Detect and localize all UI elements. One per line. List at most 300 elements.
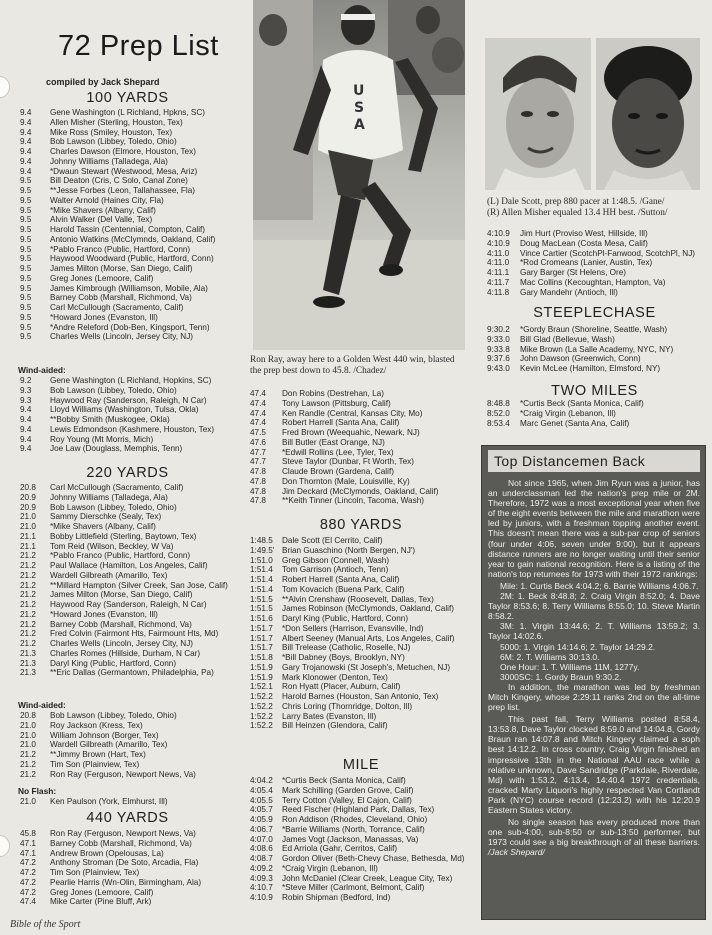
list-item	[20, 760, 248, 770]
athlete-entry: *Mike Shavers (Albany, Calif)	[50, 205, 156, 215]
heading-880-yards: 880 YARDS	[319, 517, 403, 533]
list-mile-cont	[487, 229, 709, 297]
list-item	[20, 264, 248, 274]
list-item	[20, 639, 248, 649]
event-label: One Hour:	[500, 661, 542, 672]
athlete-entry: Vince Cartier (ScotchPl-Fanwood, ScotchPl, NJ)	[520, 248, 696, 258]
athlete-entry: James Vogt (Jackson, Manassas, Va)	[282, 834, 419, 844]
mark-value: 9:43.0	[487, 364, 510, 373]
athlete-entry: Bob Lawson (Libbey, Toledo, Ohio)	[50, 137, 177, 147]
athlete-entry: *Curtis Beck (Santa Monica, Calif)	[520, 399, 644, 408]
athlete-entry: Gene Washington (L Richland, Hpkns, SC)	[50, 108, 206, 117]
list-item	[20, 888, 248, 898]
mark-value: 47.2	[20, 858, 36, 868]
athlete-entry: **Jimmy Brown (Hart, Tex)	[50, 750, 146, 759]
list-item	[20, 493, 248, 503]
athlete-entry: Greg Jones (Lemoore, Calif)	[50, 887, 154, 897]
mark-value: 9.3	[20, 395, 32, 405]
athlete-entry: **Bobby Smith (Muskogee, Okla)	[50, 415, 170, 424]
list-item	[20, 620, 248, 630]
mark-value: 9.4	[20, 434, 32, 444]
list-100-yards	[20, 108, 248, 342]
athlete-entry: Harold Tassin (Centennial, Compton, Calif)	[50, 225, 206, 234]
list-item	[20, 542, 248, 552]
list-item	[20, 839, 248, 849]
list-item	[250, 604, 482, 614]
list-item	[20, 128, 248, 138]
list-item	[20, 668, 248, 678]
athlete-entry: Bob Lawson (Libbey, Toledo, Ohio)	[50, 711, 177, 720]
mark-value: 9.4	[20, 444, 32, 454]
athlete-entry: Jim Hurt (Proviso West, Hillside, Ill)	[520, 229, 648, 238]
athlete-entry: Bill Butler (East Orange, NJ)	[282, 437, 385, 447]
mark-value: 4:10.7	[250, 883, 273, 893]
list-item	[250, 835, 482, 845]
athlete-entry: *Craig Virgin (Lebanon, Ill)	[282, 863, 378, 873]
athlete-entry: Barney Cobb (Marshall, Richmond, Va)	[50, 619, 192, 629]
mark-value: 47.1	[20, 838, 36, 848]
athlete-entry: Terry Cotton (Valley, El Cajon, Calif)	[282, 795, 412, 805]
mark-value: 8:52.0	[487, 408, 510, 418]
mark-value: 47.4	[250, 408, 266, 418]
list-100-yards-wind	[20, 376, 248, 454]
athlete-entry: Kevin McLee (Hamilton, Elmsford, NY)	[520, 364, 661, 373]
list-item	[487, 268, 709, 278]
list-item	[20, 897, 248, 907]
list-item	[250, 624, 482, 634]
wind-aided-label-220: Wind-aided:	[18, 700, 66, 710]
list-item	[20, 797, 248, 807]
svg-text:S: S	[354, 100, 365, 116]
event-rankings: 1. Virgin 13:44.6; 2. T. Williams 13:59.2; 3. Taylor 14:02.6.	[488, 621, 700, 642]
athlete-entry: Barney Cobb (Marshall, Richmond, Va)	[50, 838, 192, 848]
footer-text: Bible of the Sport	[10, 919, 81, 930]
mark-value: 47.4	[250, 398, 266, 408]
mark-value: 21.0	[20, 730, 36, 740]
mark-value: 21.1	[20, 531, 36, 541]
athlete-entry: Ron Addison (Rhodes, Cleveland, Ohio)	[282, 815, 428, 824]
list-item	[487, 345, 709, 355]
mark-value: 8:48.8	[487, 399, 510, 408]
mark-value: 1:51.7	[250, 633, 273, 643]
athlete-entry: Larry Bates (Evanston, Ill)	[282, 711, 377, 721]
list-two-miles	[487, 399, 709, 428]
list-item	[250, 477, 482, 487]
mark-value: 45.8	[20, 829, 36, 838]
athlete-entry: Charles Romes (Hillside, Durham, N Car)	[50, 648, 201, 658]
list-item	[20, 590, 248, 600]
event-label: 3000SC:	[500, 671, 536, 682]
list-item	[250, 786, 482, 796]
list-item	[487, 239, 709, 249]
mark-value: 21.2	[20, 600, 36, 609]
list-item	[250, 702, 482, 712]
athlete-entry: Andrew Brown (Opelousas, La)	[50, 848, 164, 858]
mark-value: 1:48.5	[250, 536, 273, 545]
mark-value: 9.4	[20, 424, 32, 434]
list-item	[487, 354, 709, 364]
list-item	[250, 546, 482, 556]
athlete-entry: Anthony Stroman (De Soto, Arcadia, Fla)	[50, 858, 199, 868]
binder-hole	[0, 835, 10, 857]
mark-value: 21.2	[20, 590, 36, 600]
athlete-entry: *Don Sellers (Harrison, Evansville, Ind)	[282, 623, 424, 633]
athlete-entry: Lewis Edmondson (Kashmere, Houston, Tex)	[50, 424, 215, 434]
athlete-entry: Lloyd Williams (Washington, Tulsa, Okla)	[50, 405, 199, 415]
list-item	[20, 235, 248, 245]
mark-value: 21.0	[20, 797, 36, 806]
list-item	[250, 883, 482, 893]
list-220-no-flash	[20, 797, 248, 807]
no-flash-label: No Flash:	[18, 786, 57, 796]
list-item	[20, 206, 248, 216]
athlete-entry: Tim Son (Plainview, Tex)	[50, 759, 140, 769]
mark-value: 47.8	[250, 476, 266, 486]
list-item	[250, 864, 482, 874]
athlete-entry: Charles Wells (Lincoln, Jersey City, NJ)	[50, 332, 194, 342]
athlete-entry: *Dwaun Stewart (Westwood, Mesa, Ariz)	[50, 166, 198, 176]
event-label: 5000:	[500, 641, 524, 652]
athlete-entry: Johnny Williams (Talladega, Ala)	[50, 492, 168, 502]
athlete-entry: Bill Deaton (Cris, C Solo, Canal Zone)	[50, 176, 188, 186]
list-item	[250, 409, 482, 419]
list-item	[250, 496, 482, 506]
article-paragraph-4: No single season has every produced more than one sub-4:00, sub-8:50 or sub-13:50 performer, but 1973 could see a big breakthrough of all these barriers.	[488, 817, 700, 848]
list-item	[20, 561, 248, 571]
mark-value: 47.8	[250, 486, 266, 496]
athlete-entry: Johnny Williams (Talladega, Ala)	[50, 156, 168, 166]
list-item	[20, 225, 248, 235]
athlete-entry: Don Thornton (Male, Louisville, Ky)	[282, 476, 410, 486]
mark-value: 4:11.7	[487, 277, 510, 287]
mark-value: 21.2	[20, 609, 36, 619]
mark-value: 21.2	[20, 639, 36, 648]
list-item	[20, 313, 248, 323]
list-item	[20, 522, 248, 532]
list-item	[20, 137, 248, 147]
list-item	[20, 196, 248, 206]
list-item	[250, 854, 482, 864]
mark-value: 9.4	[20, 405, 32, 415]
mark-value: 9.4	[20, 137, 32, 147]
mark-value: 1:51.4	[250, 575, 273, 584]
returnee-item	[488, 672, 700, 682]
athlete-entry: Claude Brown (Gardena, Calif)	[282, 467, 394, 476]
list-item	[250, 595, 482, 605]
list-item	[20, 629, 248, 639]
article-box	[481, 445, 706, 920]
athlete-entry: *Steve Miller (Carlmont, Belmont, Calif)	[282, 883, 425, 893]
portraits-caption-2: (R) Allen Misher equaled 13.4 HH best. /Sutton/	[487, 208, 668, 218]
list-item	[250, 796, 482, 806]
list-item	[487, 229, 709, 239]
list-item	[250, 844, 482, 854]
mark-value: 47.2	[20, 877, 36, 887]
list-item	[20, 829, 248, 839]
athlete-entry: James Milton (Morse, San Diego, Calif)	[50, 264, 193, 273]
mark-value: 1:51.4	[250, 584, 273, 594]
mark-value: 47.4	[250, 389, 266, 398]
mark-value: 21.2	[20, 561, 36, 570]
athlete-entry: Fred Colvin (Fairmont Hts, Fairmount Hts, Md)	[50, 629, 219, 639]
mark-value: 20.9	[20, 492, 36, 502]
athlete-entry: Albert Seeney (Manual Arts, Los Angeles, Calif)	[282, 633, 455, 643]
athlete-entry: *Gordy Braun (Shoreline, Seattle, Wash)	[520, 325, 668, 334]
list-item	[250, 893, 482, 903]
mark-value: 47.2	[20, 887, 36, 897]
mark-value: 8:53.4	[487, 418, 510, 428]
list-item	[250, 712, 482, 722]
portraits-caption-1: (L) Dale Scott, prep 880 pacer at 1:48.5. /Gane/	[487, 197, 665, 207]
mark-value: 21.2	[20, 759, 36, 769]
athlete-entry: William Johnson (Borger, Tex)	[50, 730, 159, 740]
mark-value: 21.1	[20, 541, 36, 551]
mark-value: 21.2	[20, 769, 36, 779]
list-item	[250, 653, 482, 663]
athlete-entry: *Howard Jones (Evanston, Ill)	[50, 609, 158, 619]
list-item	[487, 325, 709, 335]
heading-steeplechase: STEEPLECHASE	[533, 305, 656, 321]
list-item	[250, 673, 482, 683]
event-rankings: 1. Curtis Beck 4:04.2; 6. Barrie Williams 4:06.7.	[520, 580, 699, 591]
athlete-entry: Roy Young (Mt Morris, Mich)	[50, 434, 154, 444]
portrait-dale-scott	[485, 38, 591, 190]
athlete-entry: Ron Ray (Ferguson, Newport News, Va)	[50, 829, 196, 838]
list-item	[20, 274, 248, 284]
athlete-entry: Bill Trelease (Catholic, Roselle, NJ)	[282, 643, 411, 653]
athlete-entry: Haywood Woodward (Public, Hartford, Conn)	[50, 254, 214, 264]
list-item	[487, 399, 709, 409]
athlete-entry: Joe Law (Douglass, Memphis, Tenn)	[50, 444, 183, 454]
athlete-entry: Ron Ray (Ferguson, Newport News, Va)	[50, 769, 196, 779]
list-item	[20, 425, 248, 435]
mark-value: 1:52.2	[250, 701, 273, 711]
list-item	[250, 487, 482, 497]
returnee-item	[488, 591, 700, 621]
athlete-entry: *Mike Shavers (Albany, Calif)	[50, 522, 156, 531]
mark-value: 9:33.8	[487, 344, 510, 354]
list-440-yards	[20, 829, 248, 907]
athlete-entry: Haywood Ray (Sanderson, Raleigh, N Car)	[50, 395, 207, 405]
athlete-entry: Marc Genet (Santa Ana, Calif)	[520, 418, 630, 428]
list-item	[20, 512, 248, 522]
mark-value: 4:11.0	[487, 248, 510, 258]
returnee-item	[488, 621, 700, 641]
athlete-entry: Charles Dawson (Elmore, Houston, Tex)	[50, 147, 196, 156]
list-item	[20, 659, 248, 669]
list-item	[250, 556, 482, 566]
list-item	[20, 878, 248, 888]
heading-220-yards: 220 YARDS	[86, 465, 169, 481]
mark-value: 1:52.2	[250, 692, 273, 701]
list-item	[250, 776, 482, 786]
mark-value: 9.5	[20, 332, 32, 342]
list-item	[20, 610, 248, 620]
mark-value: 1:49.5'	[250, 545, 275, 555]
athlete-entry: Mike Brown (La Salle Academy, NYC, NY)	[520, 344, 674, 354]
list-item	[250, 874, 482, 884]
mark-value: 4:08.6	[250, 844, 273, 854]
mark-value: 9.2	[20, 376, 32, 385]
list-item	[20, 415, 248, 425]
mark-value: 47.4	[250, 418, 266, 428]
list-item	[20, 323, 248, 333]
mark-value: 21.3	[20, 668, 36, 678]
mark-value: 1:51.7	[250, 623, 273, 633]
athlete-entry: Greg Gibson (Connell, Wash)	[282, 555, 390, 565]
mark-value: 1:51.9	[250, 662, 273, 672]
mark-value: 47.8	[250, 467, 266, 476]
mark-value: 20.9	[20, 502, 36, 512]
list-item	[250, 805, 482, 815]
athlete-entry: Ed Arriola (Gahr, Cerritos, Calif)	[282, 844, 398, 854]
mark-value: 21.2	[20, 750, 36, 759]
list-item	[487, 278, 709, 288]
mark-value: 9.5	[20, 273, 32, 283]
mark-value: 4:05.7	[250, 805, 273, 815]
mark-value: 9.5	[20, 195, 32, 205]
event-rankings: 1. Gordy Braun 9:30.2.	[535, 671, 622, 682]
athlete-entry: Gary Mandehr (Antioch, Ill)	[520, 287, 618, 297]
athlete-entry: Gene Washington (L Richland, Hopkins, SC)	[50, 376, 212, 385]
returnee-list	[488, 581, 700, 682]
athlete-entry: Jim Deckard (McClymonds, Oakland, Calif)	[282, 486, 439, 496]
athlete-entry: **Alvin Crenshaw (Roosevelt, Dallas, Tex)	[282, 594, 434, 604]
heading-mile: MILE	[342, 757, 380, 773]
athlete-entry: Don Robins (Destrehan, La)	[282, 389, 384, 398]
athlete-entry: Greg Jones (Lemoore, Calif)	[50, 273, 154, 283]
event-rankings: 2. T. Williams 30:13.0.	[516, 651, 600, 662]
mark-value: 21.3	[20, 658, 36, 668]
athlete-entry: Chris Loring (Thornridge, Dolton, Ill)	[282, 701, 413, 711]
mark-value: 21.2	[20, 619, 36, 629]
athlete-entry: Walter Arnold (Haines City, Fla)	[50, 195, 164, 205]
athlete-entry: James Milton (Morse, San Diego, Calif)	[50, 590, 193, 600]
event-label: 3M:	[500, 621, 520, 632]
athlete-entry: Ken Paulson (York, Elmhurst, Ill)	[50, 797, 168, 806]
athlete-entry: Pearlie Harris (Wn-Olin, Birmingham, Ala)	[50, 877, 202, 887]
list-item	[20, 293, 248, 303]
list-item	[20, 868, 248, 878]
list-item	[250, 585, 482, 595]
list-item	[20, 167, 248, 177]
athlete-entry: Harold Barnes (Houston, San Antonio, Tex)	[282, 692, 439, 701]
list-item	[20, 503, 248, 513]
list-item	[20, 157, 248, 167]
list-item	[20, 245, 248, 255]
mark-value: 21.2	[20, 580, 36, 590]
list-steeplechase	[487, 325, 709, 374]
heading-440-yards: 440 YARDS	[86, 810, 169, 826]
athlete-entry: Bill Heinzen (Glendora, Calif)	[282, 721, 388, 731]
mark-value: 9.5	[20, 283, 32, 293]
byline: compiled by Jack Shepard	[46, 77, 160, 87]
mark-value: 1:52.2	[250, 721, 273, 731]
athlete-entry: **Eric Dallas (Germantown, Philadelphia, Pa)	[50, 668, 214, 678]
list-item	[20, 444, 248, 454]
mark-value: 1:51.9	[250, 672, 273, 682]
mark-value: 9.5	[20, 293, 32, 303]
athlete-entry: *Rod Cromeans (Lanier, Austin, Tex)	[520, 258, 653, 268]
athlete-entry: Ron Hyatt (Placer, Auburn, Calif)	[282, 682, 401, 692]
mark-value: 47.8	[250, 496, 266, 506]
athlete-entry: Bobby Littlefield (Sterling, Baytown, Tex)	[50, 531, 197, 541]
list-item	[250, 428, 482, 438]
list-440-yards-cont	[250, 389, 482, 506]
mark-value: 9:33.0	[487, 334, 510, 344]
athlete-entry: *Edwill Rollins (Lee, Tyler, Tex)	[282, 447, 394, 457]
list-item	[20, 551, 248, 561]
mark-value: 20.8	[20, 483, 36, 492]
list-item	[20, 750, 248, 760]
event-label: 6M:	[500, 651, 517, 662]
mark-value: 1:51.0	[250, 555, 273, 565]
mark-value: 9.5	[20, 264, 32, 273]
athlete-entry: Mike Carter (Pine Bluff, Ark)	[50, 897, 152, 907]
list-item	[487, 409, 709, 419]
athlete-entry: Bob Lawson (Libbey, Toledo, Ohio)	[50, 502, 177, 512]
athlete-entry: **Jesse Forbes (Leon, Tallahassee, Fla)	[50, 186, 196, 195]
athlete-entry: *Barrie Williams (North, Torrance, Calif)	[282, 824, 425, 834]
mark-value: 9.5	[20, 254, 32, 264]
event-label: 2M:	[500, 591, 518, 602]
athlete-entry: *Curtis Beck (Santa Monica, Calif)	[282, 776, 406, 785]
athlete-entry: Carl McCullough (Sacramento, Calif)	[50, 483, 184, 492]
athlete-entry: **Millard Hampton (Silver Creek, San Jose, Calif)	[50, 580, 228, 590]
list-item	[20, 770, 248, 780]
mark-value: 9.5	[20, 176, 32, 186]
mark-value: 47.1	[20, 848, 36, 858]
runner-caption: Ron Ray, away here to a Golden West 440 win, blasted the prep best down to 45.8. /Chadez/	[250, 355, 455, 376]
mark-value: 1:52.2	[250, 711, 273, 721]
mark-value: 4:09.3	[250, 873, 273, 883]
svg-text:A: A	[354, 117, 365, 133]
athlete-entry: James Kimbrough (Williamson, Mobile, Ala)	[50, 283, 208, 293]
page-title: 72 Prep List	[58, 30, 219, 62]
heading-100-yards: 100 YARDS	[86, 90, 169, 106]
list-item	[20, 740, 248, 750]
athlete-entry: Mark Schilling (Garden Grove, Calif)	[282, 785, 414, 795]
mark-value: 1:51.7	[250, 643, 273, 653]
athlete-entry: *Craig Virgin (Lebanon, Ill)	[520, 408, 616, 418]
list-item	[250, 389, 482, 399]
mark-value: 47.2	[20, 868, 36, 877]
athlete-entry: Mike Ross (Smiley, Houston, Tex)	[50, 127, 173, 137]
mark-value: 1:51.8	[250, 653, 273, 662]
athlete-entry: Ken Randle (Central, Kansas City, Mo)	[282, 408, 423, 418]
mark-value: 4:05.9	[250, 815, 273, 824]
mark-value: 9.4	[20, 415, 32, 424]
mark-value: 9.5	[20, 186, 32, 195]
mark-value: 9.5	[20, 215, 32, 225]
mark-value: 9.5	[20, 234, 32, 244]
mark-value: 9.4	[20, 166, 32, 176]
mark-value: 9.5	[20, 225, 32, 234]
mark-value: 21.2	[20, 629, 36, 639]
athlete-entry: Reed Fischer (Highland Park, Dallas, Tex)	[282, 805, 435, 815]
list-item	[20, 254, 248, 264]
mark-value: 21.0	[20, 522, 36, 531]
mark-value: 21.2	[20, 570, 36, 580]
athlete-entry: *Howard Jones (Evanston, Ill)	[50, 312, 158, 322]
list-item	[250, 438, 482, 448]
mark-value: 1:52.1	[250, 682, 273, 692]
athlete-entry: Charles Wells (Lincoln, Jersey City, NJ)	[50, 639, 194, 648]
athlete-entry: Daryl King (Public, Hartford, Conn)	[50, 658, 177, 668]
list-item	[250, 575, 482, 585]
mark-value: 47.6	[250, 437, 266, 447]
list-item	[20, 386, 248, 396]
